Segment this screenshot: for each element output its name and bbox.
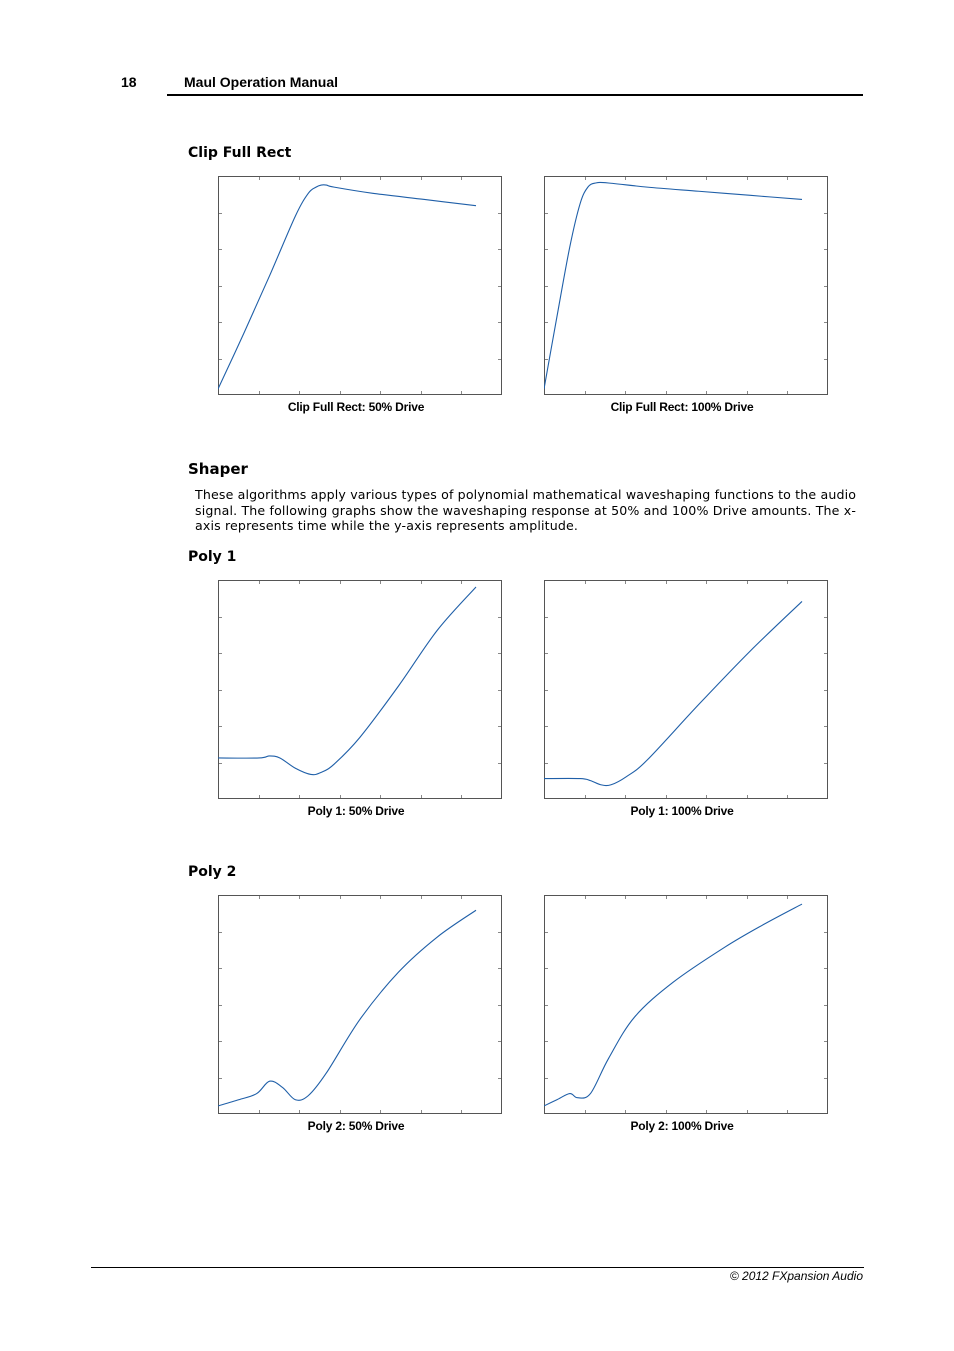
plot-frame <box>219 896 502 1114</box>
chart-svg <box>544 895 828 1114</box>
graph-poly-1-100 <box>544 580 828 799</box>
series-line <box>544 904 802 1106</box>
caption-poly-1-100: Poly 1: 100% Drive <box>630 804 734 818</box>
plot-frame <box>545 177 828 395</box>
chart-svg <box>218 176 502 395</box>
caption-poly-2-100: Poly 2: 100% Drive <box>630 1119 734 1133</box>
graph-clip-full-rect-50 <box>218 176 502 395</box>
plot-frame <box>219 177 502 395</box>
page-number: 18 <box>121 74 137 90</box>
series-line <box>218 587 476 775</box>
manual-title: Maul Operation Manual <box>184 74 339 90</box>
plot-frame <box>545 896 828 1114</box>
shaper-description: These algorithms apply various types of polynomial mathematical waveshaping functions to the audio signal. The following graphs show the waveshaping response at 50% and 100% Drive amounts. The x-axis represents time while the y-axis represents amplitude. <box>195 487 857 533</box>
caption-poly-2-50: Poly 2: 50% Drive <box>307 1119 405 1133</box>
section-title-clip-full-rect: Clip Full Rect <box>188 145 292 161</box>
series-line <box>218 910 476 1106</box>
section-title-shaper: Shaper <box>188 460 248 478</box>
series-line <box>544 182 802 389</box>
header-divider <box>167 94 863 96</box>
graph-poly-1-50 <box>218 580 502 799</box>
chart-svg <box>218 895 502 1114</box>
footer-divider <box>91 1267 864 1268</box>
caption-clip-full-rect-50: Clip Full Rect: 50% Drive <box>287 400 425 414</box>
chart-svg <box>544 176 828 395</box>
plot-frame <box>219 581 502 799</box>
section-title-poly-1: Poly 1 <box>188 549 237 565</box>
chart-svg <box>544 580 828 799</box>
graph-clip-full-rect-100 <box>544 176 828 395</box>
series-line <box>544 601 802 785</box>
caption-poly-1-50: Poly 1: 50% Drive <box>307 804 405 818</box>
series-line <box>218 185 476 389</box>
graph-poly-2-50 <box>218 895 502 1114</box>
section-title-poly-2: Poly 2 <box>188 864 237 880</box>
caption-clip-full-rect-100: Clip Full Rect: 100% Drive <box>610 400 754 414</box>
footer-copyright: © 2012 FXpansion Audio <box>729 1269 863 1283</box>
chart-svg <box>218 580 502 799</box>
plot-frame <box>545 581 828 799</box>
graph-poly-2-100 <box>544 895 828 1114</box>
